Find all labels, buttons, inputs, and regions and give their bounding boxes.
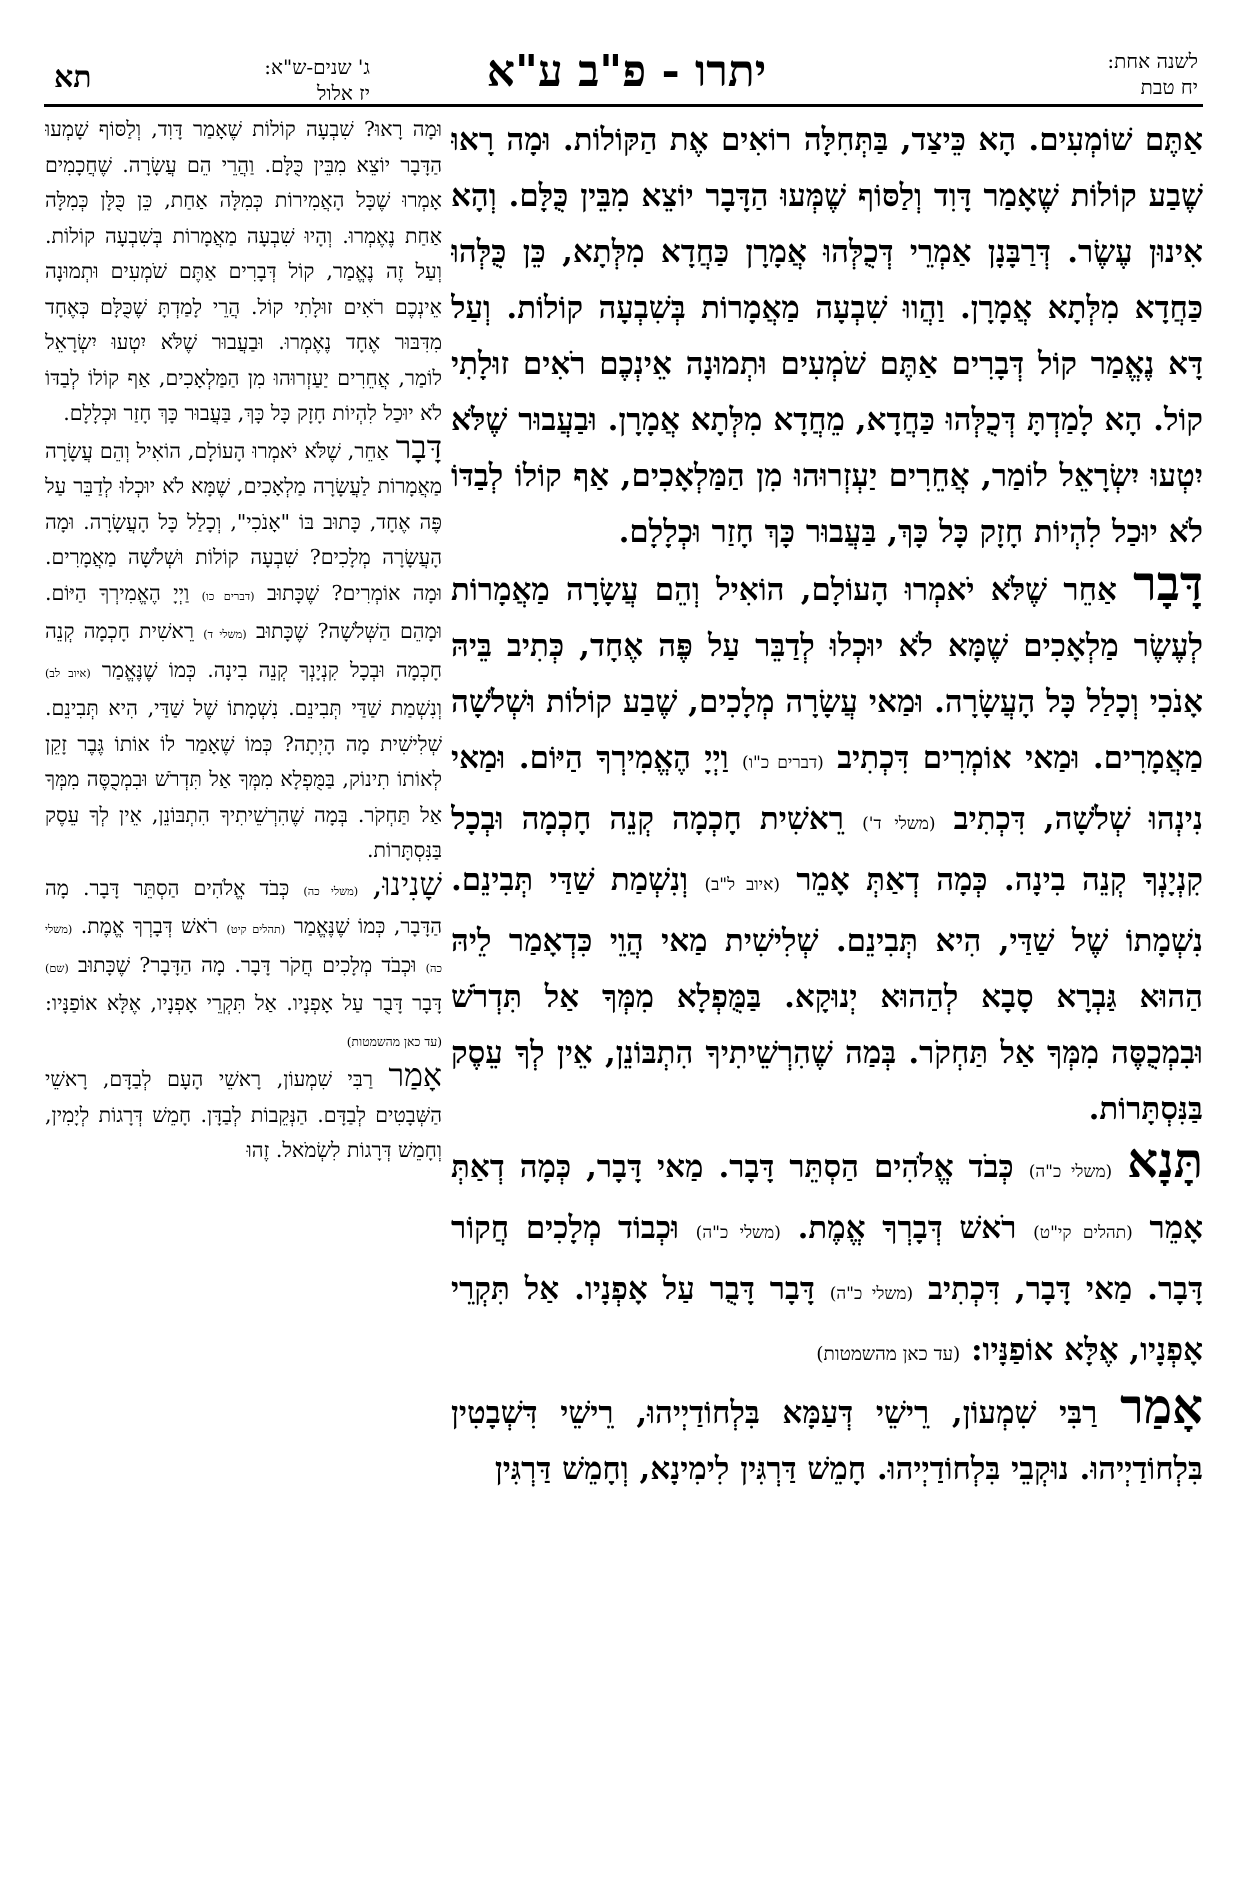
main-p3d-text: דָּבָר דָּבֻר עַל אָפְנָיו. אַל תִּקְרֵי אָפְנָיו, אֶלָּא אוֹפַנָּיו: [451, 1271, 1203, 1368]
side-paragraph-1 [45, 112, 442, 432]
side-ref-3: (איוב לב) [45, 666, 91, 680]
main-ref-3: (איוב ל"ב) [704, 875, 780, 895]
side-paragraph-2 [45, 429, 442, 869]
main-p2d-text: וְנִשְׁמַת שַׁדַּי תְּבִינֵם. נִשְׁמָתוֹ שֶׁל שַׁדַּי, הִיא תְּבִינֵם. שְׁלִישִׁית מַאי הֲוֵי כִּדְאָמַר לֵיהּ הַהוּא גַּבְרָא סָבָא לְהַהוּא יְנוּקָא. בַּמֻּפְלָא מִמְּךָ אַל תִּדְרֹשׁ וּבִמְכֻסֶּה מִמְּךָ אַל תַּחְקֹר. בְּמַה שֶׁהִרְשֵׁיתִיךָ הִתְבּוֹנֵן, אֵין לְךָ עֵסֶק בַּנִּסְתָּרוֹת. [451, 862, 1203, 1127]
one-year-label: לשנה אחת: [1107, 49, 1198, 73]
side-p3c-text: וּכְבֹד מְלָכִים חֲקֹר דָּבָר. מָה הַדָּבָר? שֶׁכָּתוּב [78, 952, 417, 977]
side-p1-text: וּמָה רָאוּ? שִׁבְעָה קוֹלוֹת שֶׁאָמַר דָּוִד, וְלַסּוֹף שָׁמְעוּ הַדָּבָר יוֹצֵא מִבֵּין כֻּלָּם. וַהֲרֵי הֵם עֲשָׂרָה. שֶׁחֲכָמִים אָמְרוּ שֶׁכָּל הָאֲמִירוֹת כְּמִלָּה אַחַת, כֵּן כֻּלָּן כְּמִלָּה אַחַת נֶאֶמְרוּ. וְהָיוּ שִׁבְעָה מַאֲמָרוֹת בְּשִׁבְעָה קוֹלוֹת. וְעַל זֶה נֶאֱמַר, קוֹל דְּבָרִים אַתֶּם שֹׁמְעִים וּתְמוּנָה אֵינְכֶם רֹאִים זוּלָתִי קוֹל. הֲרֵי לָמַדְתָּ שֶׁכֻּלָּם כְּאֶחָד מִדִּבּוּר אֶחָד נֶאֶמְרוּ. וּבַעֲבוּר שֶׁלֹּא יִטְעוּ יִשְׂרָאֵל לוֹמַר, אֲחֵרִים יַעַזְרוּהוּ מִן הַמַּלְאָכִים, אַף קוֹלוֹ לְבַדּוֹ לֹא יוּכַל לִהְיוֹת חָזָק כָּל כָּךְ, בַּעֲבוּר כָּךְ חָזַר וּכְלָלָם. [45, 117, 442, 425]
side-ref-5: (תהלים קיט) [226, 923, 286, 936]
main-ref-2: (משלי ד') [862, 814, 936, 834]
side-p3d-text: דָּבָר דָּבֻר עַל אָפְנָיו. אַל תִּקְרֵי אָפְנָיו, אֶלָּא אוֹפַנָּיו: [45, 991, 442, 1015]
hebrew-translation-column [45, 112, 442, 1882]
main-p2-lead: דָּבָר [1133, 556, 1203, 612]
side-ref-6: (משלי כה) [45, 923, 442, 975]
side-paragraph-4 [45, 1058, 442, 1169]
main-p1-text: אַתֶּם שׁוֹמְעִים. הָא כֵּיצַד, בַּתְּחִלָּה רוֹאִים אֶת הַקּוֹלוֹת. וּמָה רָאוּ שֶׁבַע קוֹלוֹת שֶׁאָמַר דָּוִד וְלַסּוֹף שֶׁמְּעוּ הַדָּבָר יוֹצֵא מִבֵּין כֻּלָּם. וְהָא אִינוּן עֶשֶׂר. דְּרַבָּנָן אַמְרֵי דְּכֻלְּהוּ אֲמָרָן כַּחֲדָא מִלְּתָא, כֵּן כֻּלְּהוּ כַּחֲדָא מִלְּתָא אֲמָרָן. וַהֲווּ שִׁבְעָה מַאֲמָרוֹת בְּשִׁבְעָה קוֹלוֹת. וְעַל דָּא נֶאֱמַר קוֹל דְּבָרִים אַתֶּם שֹׁמְעִים וּתְמוּנָה אֵינְכֶם רֹאִים זוּלָתִי קוֹל. הָא לָמַדְתָּ דְּכֻלְּהוּ כַּחֲדָא, מֵחֲדָא מִלְּתָא אֲמָרָן. וּבַעֲבוּר שֶׁלֹּא יִטְעוּ יִשְׂרָאֵל לוֹמַר, אֲחֵרִים יַעְזְרוּהוּ מִן הַמַּלְאָכִים, אַף קוֹלוֹ לְבַדּוֹ לֹא יוּכַל לִהְיוֹת חָזָק כָּל כָּךְ, בַּעֲבוּר כָּךְ חָזַר וּכְלָלָם. [451, 122, 1203, 550]
main-p3-lead: תָּנָא [1127, 1133, 1203, 1189]
page-title: יתרו - פ"ב ע"א [486, 46, 767, 97]
main-p2c-text: רֵאשִׁית חָכְמָה קְנֵה חָכְמָה וּבְכָל קִנְיָנְךָ קְנֵה בִינָה. כְּמָה דְאַתְּ אָמֵר [451, 801, 1203, 898]
three-year-label: ג' שנים-ש"א: [264, 55, 370, 79]
main-omission-note: (עד כאן מהשמטות) [816, 1344, 961, 1365]
header-rule [44, 104, 1203, 107]
main-ref-7: (משלי כ"ה) [829, 1284, 914, 1304]
folio-number: תא [54, 60, 92, 95]
three-year-block [140, 54, 370, 106]
main-p3-text: כְּבֹד אֱלֹהִים הַסְתֵּר דָּבָר. מַאי דָּבָר, כְּמָה דְאַתְּ אָמֵר [451, 1149, 1203, 1246]
main-paragraph-2 [451, 556, 1203, 1137]
side-p2-lead: דָּבָר [395, 429, 442, 466]
side-ref-2: (משלי ד) [203, 628, 247, 641]
side-p2d-text: וְנִשְׁמַת שַׁדַּי תְּבִינֵם. נִשְׁמָתוֹ שֶׁל שַׁדַּי, הִיא תְּבִינֵם. שְׁלִישִׁית מָה הָיְתָה? כְּמוֹ שֶׁאָמַר לוֹ אוֹתוֹ גֶּבֶר זָקֵן לְאוֹתוֹ תִינוֹק, בַּמֻּפְלָא מִמְּךָ אַל תִּדְרֹשׁ וּבִמְכֻסֶּה מִמְּךָ אַל תַּחְקֹר. בְּמָה שֶׁהִרְשֵׁיתִיךָ הִתְבּוֹנֵן, אֵין לְךָ עֵסֶק בַּנִּסְתָּרוֹת. [45, 696, 442, 862]
side-ref-4: (משלי כה) [303, 884, 359, 898]
side-p2b-text: וַיְיָ הֶאֱמִירְךָ הַיּוֹם. וּמָהֵם הַשְּׁלֹשָׁה? שֶׁכָּתוּב [45, 580, 442, 643]
side-omission-note: (עד כאן מהשמטות) [346, 1034, 442, 1049]
side-p3-lead: שָׁנִינוּ, [372, 866, 442, 903]
three-year-date: יז אלול [316, 81, 370, 105]
main-p3c-text: וּכְבוֹד מְלָכִים חֲקוֹר דָּבָר. מַאי דָּבָר, דִּכְתִיב [451, 1210, 1203, 1307]
main-p2b-text: וַיְיָ הֶאֱמִירְךָ הַיּוֹם. וּמַאי נִינְהוּ שְׁלֹשָׁה, דִּכְתִיב [451, 740, 1203, 837]
main-paragraph-1 [451, 112, 1203, 560]
side-p3b-text: רֹאשׁ דְּבָרְךָ אֱמֶת. [80, 914, 219, 938]
side-p4-lead: אָמַר [388, 1058, 442, 1094]
one-year-date: יח טבת [1140, 75, 1198, 99]
main-p4-text: רַבִּי שִׁמְעוֹן, רֵישֵׁי דְּעַמָּא בִּלְחוֹדַיְיהוּ, רֵישֵׁי דִּשְׁבָטִין בִּלְחוֹדַיְיהוּ. נוּקְבֵי בִּלְחוֹדַיְיהוּ. חָמֵשׁ דַּרְגִּין לִימִינָא, וְחָמֵשׁ דַּרְגִּין [451, 1395, 1203, 1487]
main-paragraph-3 [451, 1133, 1203, 1383]
side-p3-text: כְּבֹד אֱלֹהִים הַסְתֵּר דָּבָר. מָה הַדָּבָר, כְּמוֹ שֶׁנֶּאֱמַר [45, 875, 442, 938]
side-ref-7: (שם) [45, 961, 69, 975]
main-paragraph-4 [451, 1379, 1203, 1497]
main-p4-lead: אָמַר [1120, 1379, 1203, 1435]
side-p4-text: רַבִּי שִׁמְעוֹן, רָאשֵׁי הָעָם לְבַדָּם, רָאשֵׁי הַשְּׁבָטִים לְבַדָּם. הַנְּקֵבוֹת לְבַדָּן. חָמֵשׁ דְּרָגוֹת לְיָמִין, וְחָמֵשׁ דְּרָגוֹת לִשְׂמֹאל. זֶהוּ [45, 1067, 442, 1162]
main-ref-1: (דברים כ"ו) [742, 753, 824, 773]
side-p2c-text: רֵאשִׁית חָכְמָה קְנֵה חָכְמָה וּבְכָל קִנְיָנְךָ קְנֵה בִינָה. כְּמוֹ שֶׁנֶּאֱמַר [45, 619, 442, 682]
main-ref-4: (משלי כ"ה) [1028, 1162, 1113, 1182]
main-p3b-text: רֹאשׁ דְּבָרְךָ אֱמֶת. [797, 1210, 1017, 1246]
zohar-aramaic-column [451, 112, 1203, 1882]
main-ref-6: (משלי כ"ה) [695, 1223, 781, 1243]
side-p2-text: אַחֵר, שֶׁלֹּא יֹאמְרוּ הָעוֹלָם, הוֹאִיל וְהֵם עֲשָׂרָה מַאֲמָרוֹת לַעֲשָׂרָה מַלְאָכִים, שֶׁמָּא לֹא יוּכְלוּ לְדַבֵּר עַל פֶּה אֶחָד, כָּתוּב בּוֹ "אָנֹכִי", וְכָלַל כָּל הָעֲשָׂרָה. וּמָה הָעֲשָׂרָה מְלָכִים? שִׁבְעָה קוֹלוֹת וּשְׁלֹשָׁה מַאֲמָרִים. וּמָה אוֹמְרִים? שֶׁכָּתוּב [45, 438, 442, 605]
side-paragraph-3 [45, 866, 442, 1061]
side-ref-1: (דברים כו) [201, 589, 255, 603]
main-p2-text: אַחֵר שֶׁלֹּא יֹאמְרוּ הָעוֹלָם, הוֹאִיל וְהֵם עֲשָׂרָה מַאֲמָרוֹת לְעֶשֶׂר מַלְאָכִים שֶׁמָּא לֹא יוּכְלוּ לְדַבֵּר עַל פֶּה אֶחָד, כְּתִיב בֵּיהּ אָנֹכִי וְכָלַל כָּל הָעֲשָׂרָה. וּמַאי עֲשָׂרָה מְלָכִים, שֶׁבַע קוֹלוֹת וּשְׁלֹשָׁה מַאֲמָרִים. וּמַאי אוֹמְרִים דִּכְתִיב [451, 572, 1203, 776]
main-ref-5: (תהלים קי"ט) [1033, 1223, 1133, 1243]
